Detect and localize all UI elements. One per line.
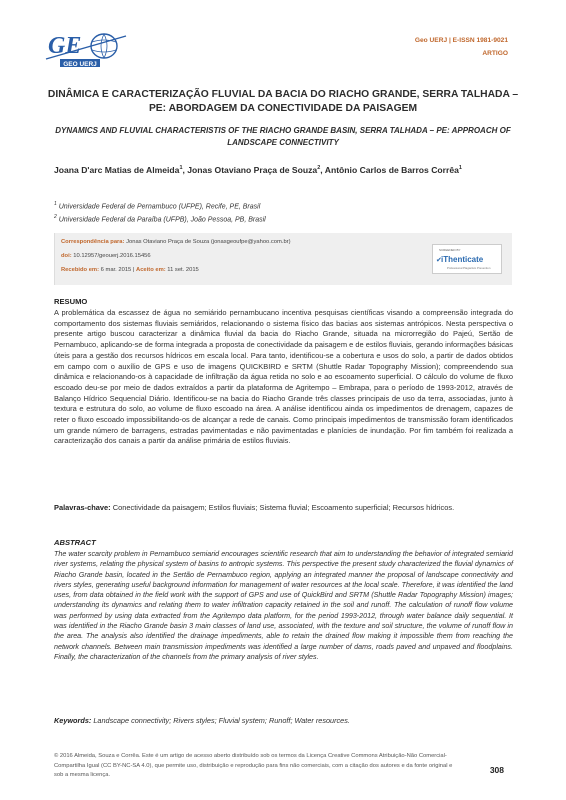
resumo-heading: RESUMO [54,297,88,306]
journal-logo [44,28,134,70]
geo-uerj-logo-icon [44,28,134,70]
journal-meta [415,34,508,60]
article-title-english: DYNAMICS AND FLUVIAL CHARACTERISTIS OF THE RIACHO GRANDE BASIN, SERRA TALHADA – PE: APPROACH OF LANDSCAPE CONNECTIVITY [55,126,511,147]
affiliation-item: $^1$ Universidade Federal de Pernambuco (UFPE), Recife, PE, Brasil [54,201,261,211]
article-type: ARTIGO [482,50,508,57]
affiliation-item: $^2$ Universidade Federal da Paraíba (UFPB), João Pessoa, PB, Brasil [54,214,266,224]
journal-issn: Geo UERJ | E-ISSN 1981-9021 [414,37,508,44]
svg-text:GEO UERJ: GEO UERJ [63,60,97,68]
author-affiliation-mark: 2 [317,165,321,171]
article-title: DINÂMICA E CARACTERIZAÇÃO FLUVIAL DA BACIA DO RIACHO GRANDE, SERRA TALHADA – PE: ABORDAGEM DA CONECTIVIDADE DA PAISAGEM [47,89,519,114]
doi-line: doi: 10.12957/geouerj.2016.15456 [61,253,151,259]
doi-link[interactable]: 10.12957/geouerj.2016.15456 [73,253,151,259]
abstract-heading: ABSTRACT [54,538,96,547]
author-list: Joana D'arc Matias de Almeida$^1$, Jonas Otaviano Praça de Souza$^2$, Antônio Carlos de Barros Corrêa$^1$ [54,164,462,175]
license-footer: © 2016 Almeida, Souza e Corrêa. Este é um artigo de acesso aberto distribuído sob os termos da Licença Creative Commons Atribuição-Não Comercial-Compartilha Igual (CC BY-NC-SA 4.0), que permite uso, distribuição e reprodução para fins não comerciais, com a citação dos autores e da fonte original e sob a mesma licença. [54,753,453,778]
page-number: 308 [489,765,504,775]
abstract-text: The water scarcity problem in Pernambuco semiarid encourages scientific research that aim to understanding the behavior of integrated semiarid river systems, relating the physical system of basins to antropic systems. This perspective the present study characterized the fluvial dynamics of Riacho Grande basin, located in the Sertão de Pernambuco region, applying an integrated manner the proposal of landscape connectivity and rivers styles, generating useful background information for management of water resources at the local scale. Therefore, it was identified the land uses, from data obtained in the field work with the support of GPS and use of QuickBird and SRTM (Shuttle Radar Topography Mission) images; understanding its dynamics and relating them to water infiltration capacity retained in the soil and runoff. The calculation of runoff flow volume was performed by using data extracted from the Agritempo data platform, for the period 1993-2012, through water balance daily sequential. It was identified in the Riacho Grande basin 3 main classes of land use, associated, with the texture and soil structure, the volume of runoff flow in the area. The analysis also identified the drainage impediments, able to retain the drained flow making it impossible them from reaching the network channels. Between main transmission impediments was identified a large number of dams, roads paved and unpaved and floodplains. Finally, the characterization of the channels from the primary analysis of river styles. [54,550,513,661]
author-affiliation-mark: 1 [179,165,183,171]
svg-text:GE: GE [48,33,82,59]
author-name: Jonas Otaviano Praça de Souza [187,164,318,175]
checkmark-icon: ✔ [436,257,442,264]
resumo-text: A problemática da escassez de água no semiárido pernambucano incentiva pesquisas científicas visando a compreensão integrada do comportamento dos sistemas fluviais semiáridos, relacionando o sistema físico das bacias aos sistemas antrópicos. Nesta perspectiva o presente artigo buscou caracterizar a dinâmica fluvial da bacia do Riacho Grande, situada na microrregião do Pajeú, Sertão de Pernambuco, aplicando-se de forma integrada a proposta de conectividade da paisagem e de estilos fluviais, gerando informações básicas úteis para a gestão dos recursos hídricos em escala local. Para tanto, identificou-se a cobertura e usos do solo, a partir de dados obtidos em campo com o auxílio de GPS e uso de imagens QUICKBIRD e SRTM (Shuttle Radar Topography Mission); compreendendo sua dinâmica e relacionando-os à capacidade de infiltração da água retida no solo e ao escoamento superficial. O cálculo do volume de fluxo escoado deu-se por meio de dados extraídos a partir da plataforma de Agritempo – Embrapa, para o período de 1993-2012, através de Balanço Hídrico Sequencial Diário. Identificou-se na bacia do Riacho Grande três classes principais de uso da terra, associadas, junto à textura e estrutura do solo, ao volume de fluxo escoado na área. A análise identificou ainda os impedimentos de drenagem, capazes de reter o fluxo escoado impossibilitando-os de alcançar a rede de canais. Como principais impedimentos de transmissão foram identificados um grande número de barragens, estradas pavimentadas e não pavimentadas e planícies de inundação. Por fim também foi realizada a caracterização dos canais a partir da análise primária de estilos fluviais. [54,308,513,446]
keywords-pt: Palavras-chave: Conectividade da paisagem; Estilos fluviais; Sistema fluvial; Escoamento superficial; Recursos hídricos. [54,503,455,512]
author-affiliation-mark: 1 [458,165,462,171]
dates-line: Recebido em: 6 mar. 2015 | Aceito em: 11 set. 2015 [61,267,199,273]
author-name: Antônio Carlos de Barros Corrêa [324,164,459,175]
correspondence-line: Correspondência para: Jonas Otaviano Praça de Souza (jonasgeoufpe@yahoo.com.br) [61,239,291,245]
correspondence-contact[interactable]: Jonas Otaviano Praça de Souza (jonasgeoufpe@yahoo.com.br) [126,239,291,245]
affiliations [54,199,266,226]
keywords-en: Keywords: Landscape connectivity; Rivers styles; Fluvial system; Runoff; Water resources. [54,716,350,725]
ithenticate-badge[interactable]: SCREENED BY ✔ iThenticate Professional Plagiarism Prevention [432,244,502,274]
correspondence-box [54,233,512,285]
author-name: Joana D'arc Matias de Almeida [54,164,180,175]
